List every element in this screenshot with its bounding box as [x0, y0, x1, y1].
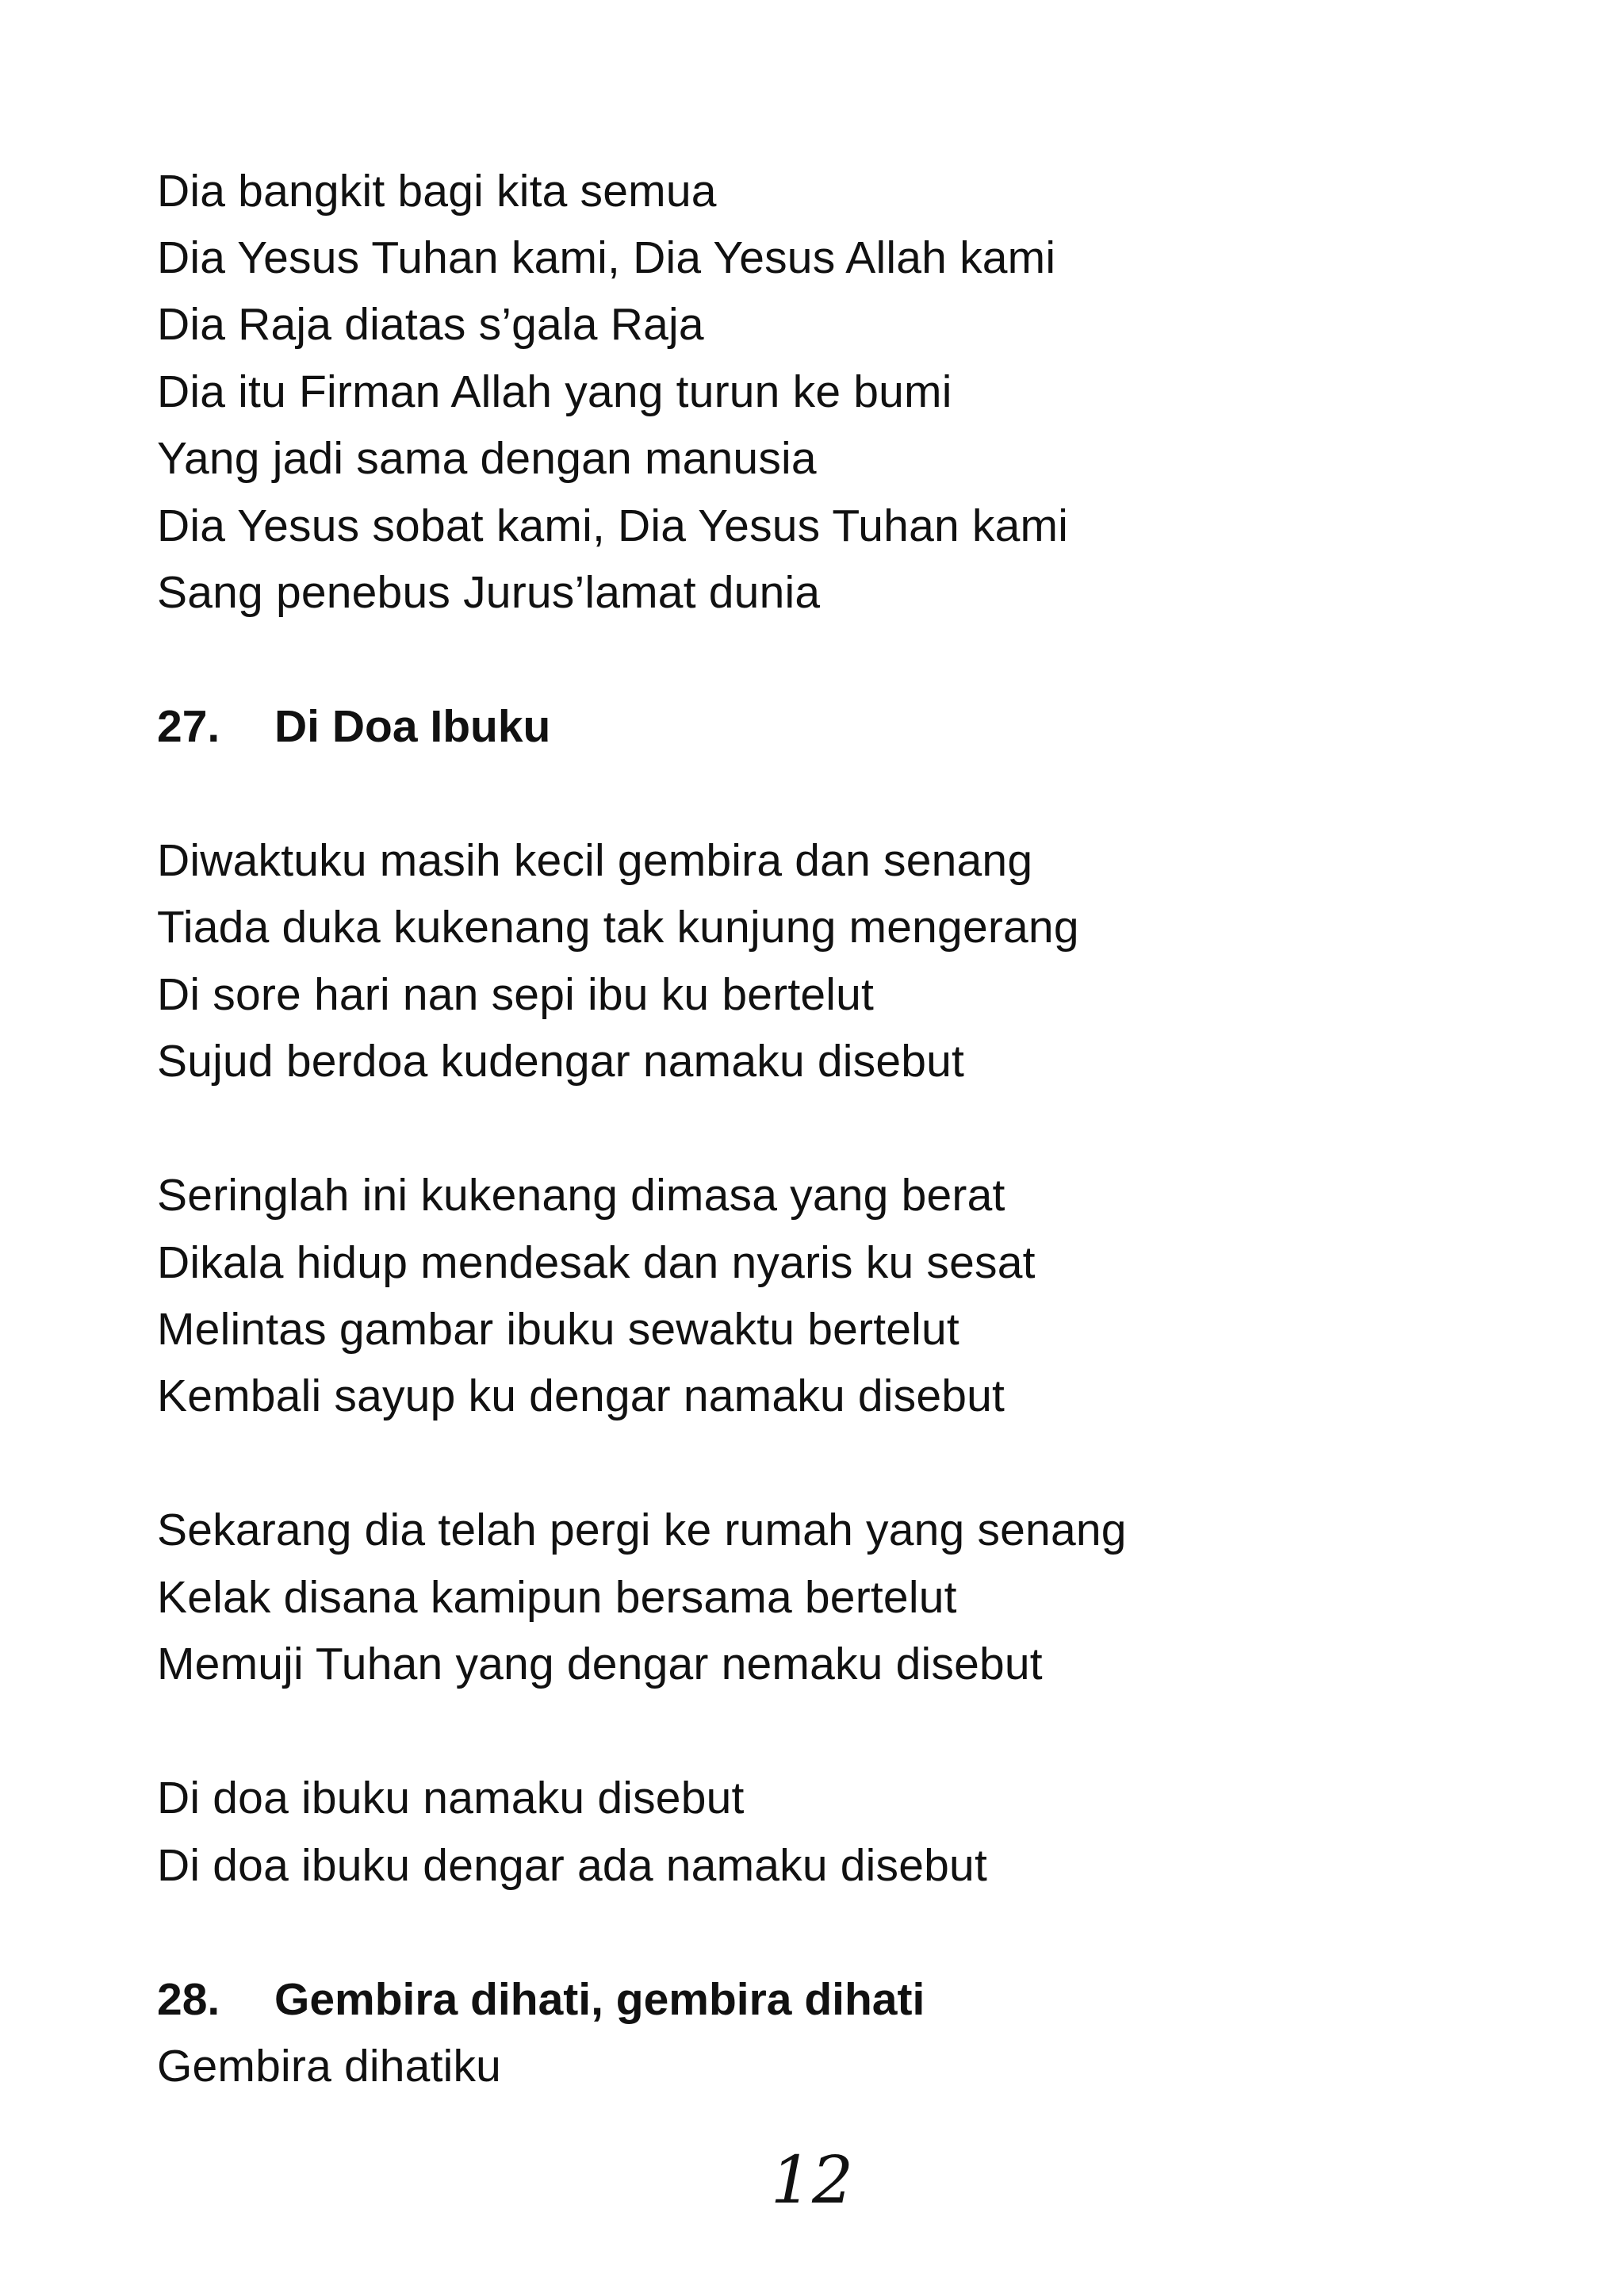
lyric-line: Di doa ibuku dengar ada namaku disebut	[157, 1840, 987, 1891]
lyric-line: Dia Raja diatas s’gala Raja	[157, 299, 704, 350]
song-heading-28	[157, 1972, 925, 2027]
song-number: 27.	[157, 701, 220, 752]
lyric-line: Dia itu Firman Allah yang turun ke bumi	[157, 366, 952, 417]
lyric-line: Sang penebus Jurus’lamat dunia	[157, 567, 821, 618]
lyric-line: Sujud berdoa kudengar namaku disebut	[157, 1036, 965, 1087]
lyric-line: Dia Yesus Tuhan kami, Dia Yesus Allah kami	[157, 232, 1056, 283]
song-title: Gembira dihati, gembira dihati	[274, 1974, 925, 2025]
page-number: 12	[770, 2143, 854, 2218]
lyric-line: Dia Yesus sobat kami, Dia Yesus Tuhan kami	[157, 500, 1069, 551]
lyric-line: Diwaktuku masih kecil gembira dan senang	[157, 835, 1033, 886]
lyric-line: Melintas gambar ibuku sewaktu bertelut	[157, 1304, 959, 1355]
lyric-line: Dikala hidup mendesak dan nyaris ku sesat	[157, 1237, 1036, 1288]
lyric-line: Seringlah ini kukenang dimasa yang berat	[157, 1170, 1005, 1221]
lyric-line: Memuji Tuhan yang dengar nemaku disebut	[157, 1639, 1043, 1689]
lyric-line: Di sore hari nan sepi ibu ku bertelut	[157, 969, 875, 1020]
lyric-line: Kembali sayup ku dengar namaku disebut	[157, 1371, 1005, 1421]
song-number: 28.	[157, 1974, 220, 2025]
song-heading-27	[157, 699, 550, 754]
lyric-line: Dia bangkit bagi kita semua	[157, 166, 717, 217]
lyric-line: Di doa ibuku namaku disebut	[157, 1773, 745, 1823]
lyric-line: Kelak disana kamipun bersama bertelut	[157, 1572, 957, 1623]
lyric-line: Yang jadi sama dengan manusia	[157, 433, 817, 484]
lyric-line: Sekarang dia telah pergi ke rumah yang senang	[157, 1505, 1127, 1555]
lyric-line: Gembira dihatiku	[157, 2041, 502, 2092]
song-title: Di Doa Ibuku	[274, 701, 551, 752]
lyric-line: Tiada duka kukenang tak kunjung mengerang	[157, 902, 1079, 953]
